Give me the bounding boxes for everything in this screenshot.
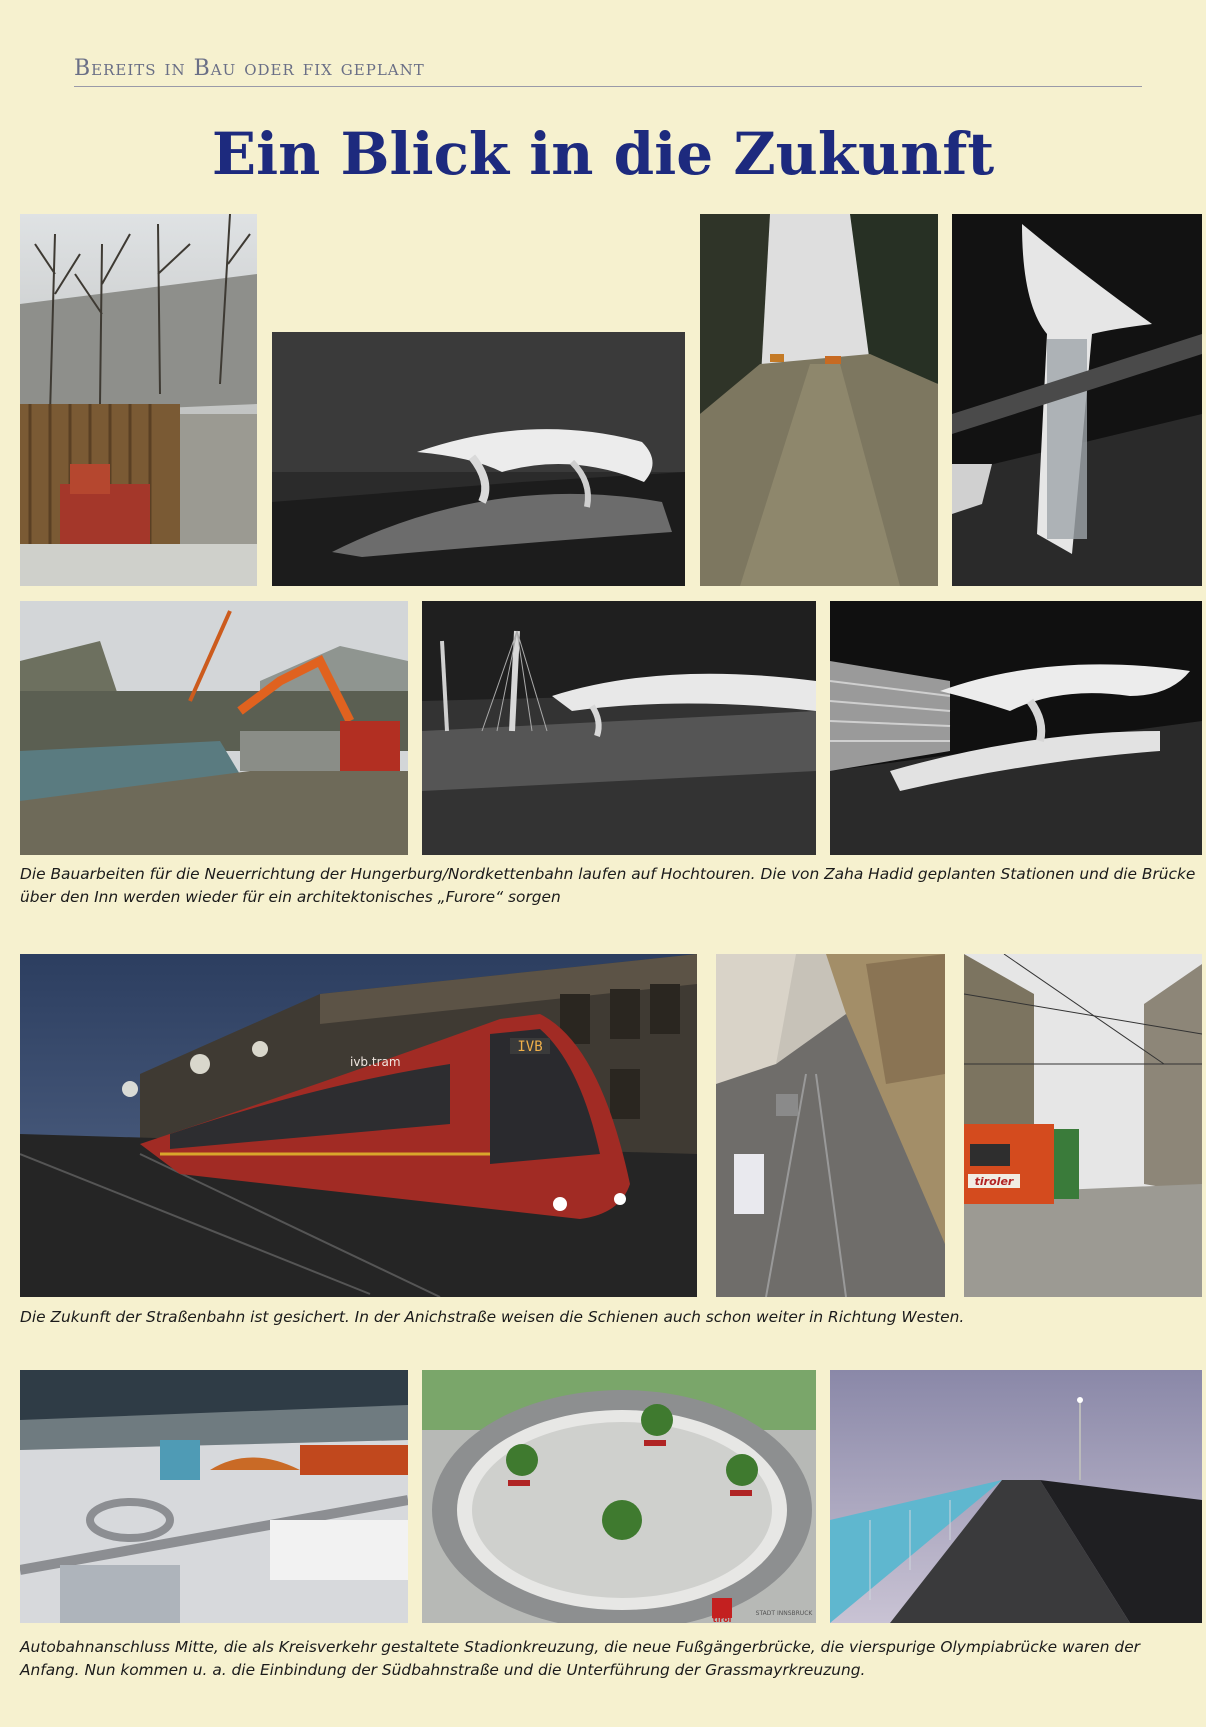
photo-station-render-tower (952, 214, 1202, 586)
photo-anichstrasse-aerial (716, 954, 945, 1297)
section-kicker: Bereits in Bau oder fix geplant (74, 56, 425, 81)
photo-station-render-night (272, 332, 685, 586)
photo-old-tram (964, 954, 1202, 1297)
photo-bridge-render (422, 601, 816, 855)
photo-tram-render (20, 954, 697, 1297)
photo-forest-track (700, 214, 938, 586)
old-tram-ad-text: tiroler (974, 1175, 1014, 1188)
tram-brand-label: ivb.tram (350, 1055, 401, 1069)
photo-station-render-wide (830, 601, 1202, 855)
photo-crane-river (20, 601, 408, 855)
page-title: Ein Blick in die Zukunft (211, 120, 995, 188)
photo-roundabout-render (422, 1370, 816, 1623)
photo-construction-site (20, 214, 257, 586)
caption-tram: Die Zukunft der Straßenbahn ist gesichert. In der Anichstraße weisen die Schienen auch schon weiter in Richtung Westen. (20, 1308, 965, 1326)
city-logo-text: STADT INNSBRUCK (755, 1610, 813, 1617)
caption-hungerburg: Die Bauarbeiten für die Neuerrichtung der Hungerburg/Nordkettenbahn laufen auf Hochtouren. Die von Zaha Hadid geplanten Stationen und die Brücke über den Inn werden wieder für ein architektonisches „Furore“ sorgen (20, 865, 1196, 906)
header-rule (74, 86, 1142, 87)
tirol-logo-text: tirol (712, 1615, 732, 1623)
caption-roads: Autobahnanschluss Mitte, die als Kreisverkehr gestaltete Stadionkreuzung, die neue Fußgängerbrücke, die vierspurige Olympiabrücke waren der Anfang. Nun kommen u. a. die Einbindung der Südbahnstraße und die Unterführung der Grassmayrkreuzung. (20, 1638, 1140, 1679)
photo-pedestrian-bridge-render (830, 1370, 1202, 1623)
tram-destination-display: IVB (517, 1039, 543, 1055)
photo-motorway-junction (20, 1370, 408, 1623)
